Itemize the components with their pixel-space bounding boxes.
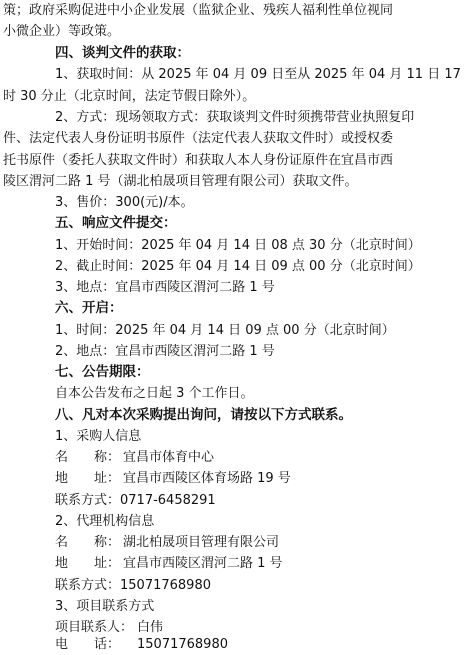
intro-line-2: 小微企业）等政策。 bbox=[3, 24, 121, 39]
section7-heading: 七、公告期限： bbox=[55, 364, 150, 380]
agency-title: 2、代理机构信息 bbox=[55, 514, 155, 529]
section4-item2-line2: 件、法定代表人身份证明书原件（法定代表人获取文件时）或授权委 bbox=[3, 131, 394, 146]
project-phone: 15071768980 bbox=[137, 637, 228, 652]
section4-item2-line1: 2、方式：现场领取方式：获取谈判文件时须携带营业执照复印 bbox=[55, 110, 415, 125]
agency-contact: 联系方式：15071768980 bbox=[55, 578, 211, 593]
section5-item2: 2、截止时间：2025 年 04 月 14 日 09 点 00 分（北京时间） bbox=[55, 259, 421, 274]
project-phone-label: 电 话： bbox=[55, 637, 121, 652]
project-person: 白伟 bbox=[137, 620, 164, 635]
purchaser-addr: 宜昌市西陵区体育场路 19 号 bbox=[123, 471, 291, 486]
section6-item1: 1、时间：2025 年 04 月 14 日 09 点 00 分（北京时间） bbox=[55, 323, 395, 338]
agency-addr-label: 地 址： bbox=[55, 556, 121, 571]
project-title: 3、项目联系方式 bbox=[55, 599, 155, 614]
section6-item2: 2、地点：宜昌市西陵区渭河二路 1 号 bbox=[55, 344, 275, 359]
purchaser-name: 宜昌市体育中心 bbox=[123, 450, 215, 465]
purchaser-title: 1、采购人信息 bbox=[55, 429, 142, 444]
project-person-label: 项目联系人： bbox=[55, 620, 134, 635]
section5-heading: 五、响应文件提交： bbox=[55, 215, 177, 231]
section4-item3: 3、售价：300(元)/本。 bbox=[55, 195, 194, 210]
section4-item1-line1: 1、获取时间：从 2025 年 04 月 09 日至从 2025 年 04 月 11 日 17 bbox=[55, 67, 461, 82]
section8-heading: 八、凡对本次采购提出询问，请按以下方式联系。 bbox=[55, 407, 352, 423]
section6-heading: 六、开启： bbox=[55, 300, 123, 316]
section4-item2-line4: 陵区渭河二路 1 号（湖北柏晟项目管理有限公司）获取文件。 bbox=[3, 174, 358, 189]
purchaser-contact: 联系方式：0717-6458291 bbox=[55, 493, 216, 508]
section4-item2-line3: 托书原件（委托人获取文件时）和获取人本人身份证原件在宜昌市西 bbox=[3, 153, 394, 168]
intro-line-1: 策；政府采购促进中小企业发展（监狱企业、残疾人福利性单位视同 bbox=[3, 3, 394, 18]
section5-item3: 3、地点：宜昌市西陵区渭河二路 1 号 bbox=[55, 280, 275, 295]
section5-item1: 1、开始时间：2025 年 04 月 14 日 08 点 30 分（北京时间） bbox=[55, 238, 421, 253]
purchaser-addr-label: 地 址： bbox=[55, 471, 121, 486]
section7-text: 自本公告发布之日起 3 个工作日。 bbox=[55, 386, 254, 401]
agency-addr: 宜昌市西陵区渭河二路 1 号 bbox=[123, 556, 283, 571]
section4-heading: 四、谈判文件的获取： bbox=[55, 45, 190, 61]
section4-item1-line2: 时 30 分止（北京时间，法定节假日除外）。 bbox=[3, 89, 256, 104]
agency-name: 湖北柏晟项目管理有限公司 bbox=[123, 535, 280, 550]
agency-name-label: 名 称： bbox=[55, 535, 121, 550]
purchaser-name-label: 名 称： bbox=[55, 450, 121, 465]
